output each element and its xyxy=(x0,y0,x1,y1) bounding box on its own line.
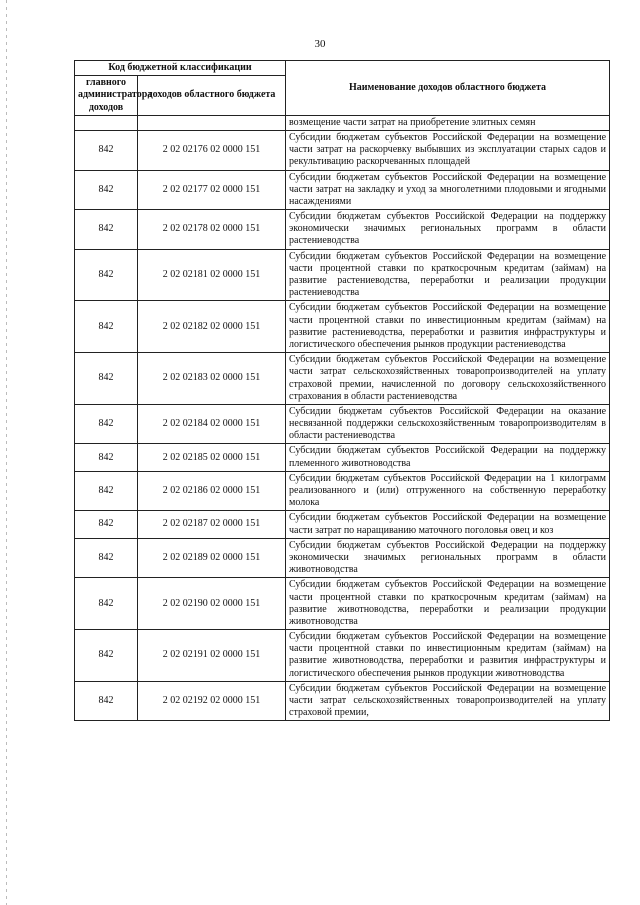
row-admin-code: 842 xyxy=(75,301,138,353)
row-name: Субсидии бюджетам субъектов Российской Федерации на возмещение части процентной ставки по краткосрочным кредитам (займам) на развитие растениеводства, переработки и реализации продукции растениеводства xyxy=(286,249,610,301)
row-name: Субсидии бюджетам субъектов Российской Федерации на возмещение части затрат сельскохозяйственных товаропроизводителей на уплату страховой премии, xyxy=(286,681,610,721)
row-admin-code: 842 xyxy=(75,210,138,250)
row-admin-code: 842 xyxy=(75,681,138,721)
table-row xyxy=(75,578,610,630)
row-budget-code: 2 02 02192 02 0000 151 xyxy=(138,681,286,721)
table-row xyxy=(75,404,610,444)
row-budget-code: 2 02 02186 02 0000 151 xyxy=(138,471,286,511)
row-admin-code: 842 xyxy=(75,471,138,511)
row-budget-code: 2 02 02182 02 0000 151 xyxy=(138,301,286,353)
row-admin-code: 842 xyxy=(75,249,138,301)
header-group-title: Код бюджетной классификации xyxy=(75,61,286,76)
table-row xyxy=(75,249,610,301)
row-name: Субсидии бюджетам субъектов Российской Федерации на возмещение части затрат на закладку и уход за многолетними плодовыми и ягодными насаждениями xyxy=(286,170,610,210)
row-name: Субсидии бюджетам субъектов Российской Федерации на возмещение части процентной ставки по инвестиционным кредитам (займам) на развитие животноводства, переработки и развития инфраструктуры и логистического обеспечения рынков продукции животноводства xyxy=(286,630,610,682)
table-row xyxy=(75,511,610,538)
table-row xyxy=(75,210,610,250)
row-name: Субсидии бюджетам субъектов Российской Федерации на возмещение части затрат по наращиванию маточного поголовья овец и коз xyxy=(286,511,610,538)
row-admin-code: 842 xyxy=(75,578,138,630)
row-budget-code: 2 02 02184 02 0000 151 xyxy=(138,404,286,444)
row-name: возмещение части затрат на приобретение элитных семян xyxy=(286,115,610,130)
row-admin-code: 842 xyxy=(75,353,138,405)
row-admin-code: 842 xyxy=(75,444,138,471)
row-name: Субсидии бюджетам субъектов Российской Федерации на возмещение части процентной ставки по краткосрочным кредитам (займам) на развитие животноводства, переработки и реализации продукции животноводства xyxy=(286,578,610,630)
row-budget-code: 2 02 02181 02 0000 151 xyxy=(138,249,286,301)
row-name: Субсидии бюджетам субъектов Российской Федерации на возмещение части затрат сельскохозяйственных товаропроизводителей на уплату страховой премии, начисленной по договору сельскохозяйственного страхования в области растениеводства xyxy=(286,353,610,405)
row-name: Субсидии бюджетам субъектов Российской Федерации на поддержку экономически значимых региональных программ в области животноводства xyxy=(286,538,610,578)
row-budget-code: 2 02 02176 02 0000 151 xyxy=(138,130,286,170)
row-admin-code: 842 xyxy=(75,630,138,682)
row-name: Субсидии бюджетам субъектов Российской Федерации на поддержку племенного животноводства xyxy=(286,444,610,471)
row-name: Субсидии бюджетам субъектов Российской Федерации на поддержку экономически значимых региональных программ в области растениеводства xyxy=(286,210,610,250)
row-budget-code: 2 02 02189 02 0000 151 xyxy=(138,538,286,578)
row-name: Субсидии бюджетам субъектов Российской Федерации на 1 килограмм реализованного и (или) отгруженного на собственную переработку молока xyxy=(286,471,610,511)
row-admin-code: 842 xyxy=(75,404,138,444)
header-col-code: доходов областного бюджета xyxy=(138,76,286,116)
row-admin-code: 842 xyxy=(75,538,138,578)
row-admin-code: 842 xyxy=(75,130,138,170)
scan-edge-mark xyxy=(6,0,7,905)
table-row xyxy=(75,130,610,170)
row-budget-code: 2 02 02190 02 0000 151 xyxy=(138,578,286,630)
table-row xyxy=(75,170,610,210)
row-name: Субсидии бюджетам субъектов Российской Федерации на оказание несвязанной поддержки сельскохозяйственным товаропроизводителям в области растениеводства xyxy=(286,404,610,444)
row-admin-code: 842 xyxy=(75,170,138,210)
table-row xyxy=(75,353,610,405)
row-budget-code: 2 02 02183 02 0000 151 xyxy=(138,353,286,405)
table-row xyxy=(75,681,610,721)
row-name: Субсидии бюджетам субъектов Российской Федерации на возмещение части затрат на раскорчевку выбывших из эксплуатации старых садов и рекультивацию раскорчеванных площадей xyxy=(286,130,610,170)
row-budget-code: 2 02 02177 02 0000 151 xyxy=(138,170,286,210)
row-admin-code: 842 xyxy=(75,511,138,538)
table-row xyxy=(75,630,610,682)
row-budget-code: 2 02 02178 02 0000 151 xyxy=(138,210,286,250)
table-row-continuation xyxy=(75,115,610,130)
row-budget-code: 2 02 02191 02 0000 151 xyxy=(138,630,286,682)
row-name: Субсидии бюджетам субъектов Российской Федерации на возмещение части процентной ставки по инвестиционным кредитам (займам) на развитие растениеводства, переработки и развития инфраструктуры и логистического обеспечения рынков продукции растениеводства xyxy=(286,301,610,353)
table-row xyxy=(75,538,610,578)
page-number: 30 xyxy=(314,38,326,50)
budget-classification-table xyxy=(74,60,610,721)
header-col-admin: главного администратора доходов xyxy=(75,76,138,116)
row-budget-code: 2 02 02187 02 0000 151 xyxy=(138,511,286,538)
table-row xyxy=(75,301,610,353)
table-row xyxy=(75,471,610,511)
header-col-name: Наименование доходов областного бюджета xyxy=(286,61,610,116)
row-budget-code: 2 02 02185 02 0000 151 xyxy=(138,444,286,471)
table-row xyxy=(75,444,610,471)
